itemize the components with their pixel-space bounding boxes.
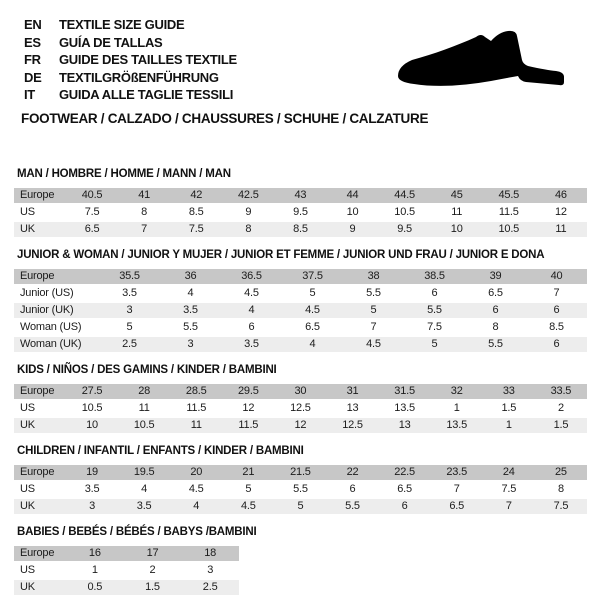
table-row (14, 401, 587, 416)
table-row (14, 546, 239, 561)
size-cell: 6 (379, 499, 431, 514)
size-cell: 4.5 (222, 499, 274, 514)
size-cell: 44 (326, 188, 378, 203)
row-label: Europe (14, 269, 99, 284)
size-cell: 9 (326, 222, 378, 237)
row-label: Junior (UK) (14, 303, 99, 318)
size-cell: 37.5 (282, 269, 343, 284)
table-row (14, 205, 587, 220)
table-row (14, 465, 587, 480)
size-cell: 33 (483, 384, 535, 399)
row-label: Europe (14, 465, 66, 480)
size-cell: 3 (66, 499, 118, 514)
row-label: UK (14, 580, 66, 595)
table-row (14, 286, 587, 301)
size-cell: 7.5 (170, 222, 222, 237)
size-cell: 43 (274, 188, 326, 203)
size-cell: 8 (141, 205, 148, 218)
size-cell: 11 (138, 401, 150, 414)
size-cell: 10 (66, 418, 118, 433)
language-code: IT (24, 87, 35, 103)
size-cell: 19 (66, 465, 118, 480)
row-label: Woman (US) (20, 320, 82, 333)
size-cell: 10 (431, 222, 483, 237)
size-cell: 5 (343, 303, 404, 318)
size-cell: 8.5 (188, 205, 204, 218)
size-cell: 29.5 (222, 384, 274, 399)
row-label: US (20, 205, 35, 218)
size-cell: 6.5 (431, 499, 483, 514)
size-cell: 42 (170, 188, 222, 203)
size-cell: 3 (207, 563, 214, 576)
size-cell: 2 (557, 401, 564, 414)
size-cell: 4.5 (244, 286, 259, 299)
size-cell: 31 (326, 384, 378, 399)
size-cell: 11 (535, 222, 587, 237)
size-cell: 4 (221, 303, 282, 318)
table-row (14, 563, 239, 578)
size-section-man (14, 168, 586, 239)
size-cell: 44.5 (379, 188, 431, 203)
size-cell: 39 (465, 269, 526, 284)
size-cell: 3.5 (122, 286, 137, 299)
size-cell: 30 (274, 384, 326, 399)
size-cell: 7 (453, 482, 460, 495)
language-label: TEXTILE SIZE GUIDE (59, 17, 185, 33)
language-code: FR (24, 52, 41, 68)
size-cell: 10.5 (394, 205, 415, 218)
table-title: CHILDREN / INFANTIL / ENFANTS / KINDER / BAMBINI (17, 444, 304, 457)
size-cell: 45.5 (483, 188, 535, 203)
table-row (14, 269, 587, 284)
size-cell: 7 (118, 222, 170, 237)
row-label: Europe (14, 546, 66, 561)
size-cell: 5.5 (404, 303, 465, 318)
size-cell: 13.5 (394, 401, 415, 414)
size-cell: 10.5 (118, 418, 170, 433)
size-cell: 21 (222, 465, 274, 480)
size-cell: 5.5 (366, 286, 381, 299)
language-label: TEXTILGRÖßENFÜHRUNG (59, 69, 219, 85)
size-cell: 20 (170, 465, 222, 480)
size-section-junior-woman (14, 249, 586, 354)
size-cell: 6 (349, 482, 356, 495)
size-cell: 6 (248, 320, 255, 333)
size-cell: 24 (483, 465, 535, 480)
size-cell: 21.5 (274, 465, 326, 480)
size-cell: 42.5 (222, 188, 274, 203)
language-code: ES (24, 34, 41, 50)
size-section-babies (14, 526, 586, 597)
size-cell: 1.5 (124, 580, 182, 595)
size-cell: 22 (326, 465, 378, 480)
size-cell: 5.5 (326, 499, 378, 514)
size-cell: 6 (465, 303, 526, 318)
size-cell: 31.5 (379, 384, 431, 399)
language-label: GUÍA DE TALLAS (59, 34, 163, 50)
size-section-children (14, 445, 586, 516)
size-cell: 12 (242, 401, 255, 414)
size-cell: 23.5 (431, 465, 483, 480)
size-cell: 32 (431, 384, 483, 399)
size-cell: 1 (483, 418, 535, 433)
language-label: GUIDA ALLE TAGLIE TESSILI (59, 87, 234, 103)
size-cell: 36.5 (221, 269, 282, 284)
size-cell: 9.5 (379, 222, 431, 237)
size-cell: 4.5 (188, 482, 204, 495)
size-cell: 3 (160, 337, 221, 352)
size-cell: 19.5 (118, 465, 170, 480)
size-cell: 5 (245, 482, 252, 495)
size-cell: 3.5 (118, 499, 170, 514)
size-cell: 28 (118, 384, 170, 399)
size-cell: 4.5 (343, 337, 404, 352)
row-label: UK (14, 499, 66, 514)
size-tables (14, 168, 586, 597)
size-cell: 0.5 (66, 580, 124, 595)
size-cell: 4 (282, 337, 343, 352)
size-cell: 5.5 (183, 320, 198, 333)
row-label: US (20, 563, 35, 576)
size-cell: 5.5 (465, 337, 526, 352)
size-cell: 12 (274, 418, 326, 433)
row-label: Woman (UK) (14, 337, 99, 352)
size-cell: 7 (483, 499, 535, 514)
table-row (14, 384, 587, 399)
language-code: EN (24, 17, 42, 33)
size-cell: 6.5 (397, 482, 412, 495)
size-cell: 13 (379, 418, 431, 433)
size-cell: 13 (346, 401, 359, 414)
size-cell: 8 (222, 222, 274, 237)
size-cell: 4 (170, 499, 222, 514)
size-table-kids (14, 382, 587, 435)
size-cell: 36 (160, 269, 221, 284)
size-cell: 6.5 (305, 320, 320, 333)
table-row (14, 418, 587, 433)
size-cell: 8 (557, 482, 564, 495)
size-cell: 5 (404, 337, 465, 352)
table-title: BABIES / BEBÉS / BÉBÉS / BABYS /BAMBINI (17, 525, 257, 538)
size-cell: 16 (66, 546, 124, 561)
size-cell: 3.5 (160, 303, 221, 318)
size-cell: 6.5 (66, 222, 118, 237)
size-cell: 5 (126, 320, 133, 333)
size-cell: 1.5 (501, 401, 517, 414)
size-cell: 7.5 (427, 320, 442, 333)
size-cell: 3.5 (84, 482, 100, 495)
size-cell: 4 (187, 286, 194, 299)
size-cell: 6 (526, 303, 587, 318)
table-row (14, 320, 587, 335)
size-cell: 40 (526, 269, 587, 284)
size-cell: 3 (99, 303, 160, 318)
language-label: GUIDE DES TAILLES TEXTILE (59, 52, 237, 68)
size-cell: 35.5 (99, 269, 160, 284)
size-cell: 3.5 (221, 337, 282, 352)
row-label: Junior (US) (20, 286, 74, 299)
size-cell: 5 (274, 499, 326, 514)
size-cell: 7.5 (84, 205, 100, 218)
size-cell: 46 (535, 188, 587, 203)
size-cell: 1 (91, 563, 98, 576)
category-title: FOOTWEAR / CALZADO / CHAUSSURES / SCHUHE / CALZATURE (21, 110, 429, 126)
row-label: UK (14, 222, 66, 237)
size-cell: 2 (149, 563, 156, 576)
size-cell: 1 (453, 401, 460, 414)
row-label: US (20, 401, 35, 414)
size-cell: 11.5 (186, 401, 207, 414)
size-cell: 8.5 (549, 320, 564, 333)
table-row (14, 222, 587, 237)
size-cell: 40.5 (66, 188, 118, 203)
table-row (14, 337, 587, 352)
table-row (14, 580, 239, 595)
table-title: MAN / HOMBRE / HOMME / MANN / MAN (17, 167, 231, 180)
size-cell: 41 (118, 188, 170, 203)
size-cell: 25 (535, 465, 587, 480)
size-cell: 8 (492, 320, 499, 333)
size-cell: 11.5 (498, 205, 519, 218)
size-cell: 38.5 (404, 269, 465, 284)
size-cell: 33.5 (535, 384, 587, 399)
size-cell: 38 (343, 269, 404, 284)
size-cell: 7 (553, 286, 560, 299)
size-cell: 12.5 (326, 418, 378, 433)
row-label: Europe (14, 188, 66, 203)
size-table-man (14, 186, 587, 239)
size-cell: 17 (124, 546, 182, 561)
size-section-kids (14, 364, 586, 435)
table-row (14, 303, 587, 318)
size-cell: 10 (346, 205, 359, 218)
size-cell: 22.5 (379, 465, 431, 480)
size-cell: 10.5 (483, 222, 535, 237)
size-cell: 27.5 (66, 384, 118, 399)
size-cell: 7.5 (535, 499, 587, 514)
size-cell: 1.5 (535, 418, 587, 433)
size-cell: 18 (181, 546, 239, 561)
size-cell: 4 (141, 482, 148, 495)
size-cell: 7.5 (501, 482, 517, 495)
row-label: Europe (14, 384, 66, 399)
size-cell: 7 (370, 320, 377, 333)
size-table-junior-woman (14, 267, 587, 354)
size-table-babies (14, 544, 239, 597)
size-cell: 2.5 (181, 580, 239, 595)
size-cell: 11.5 (222, 418, 274, 433)
table-title: KIDS / NIÑOS / DES GAMINS / KINDER / BAMBINI (17, 363, 277, 376)
size-cell: 28.5 (170, 384, 222, 399)
size-cell: 13.5 (431, 418, 483, 433)
size-cell: 11 (451, 205, 463, 218)
table-row (14, 482, 587, 497)
table-row (14, 188, 587, 203)
row-label: US (20, 482, 35, 495)
size-cell: 12 (555, 205, 567, 218)
table-title: JUNIOR & WOMAN / JUNIOR Y MUJER / JUNIOR ET FEMME / JUNIOR UND FRAU / JUNIOR E DONA (17, 248, 545, 261)
size-cell: 5 (309, 286, 316, 299)
size-cell: 45 (431, 188, 483, 203)
size-cell: 9.5 (293, 205, 308, 218)
shoe-icon (396, 30, 568, 95)
size-cell: 6.5 (488, 286, 503, 299)
size-cell: 10.5 (81, 401, 103, 414)
size-table-children (14, 463, 587, 516)
table-row (14, 499, 587, 514)
size-cell: 6 (526, 337, 587, 352)
size-cell: 2.5 (99, 337, 160, 352)
size-cell: 12.5 (290, 401, 311, 414)
size-cell: 8.5 (274, 222, 326, 237)
size-cell: 11 (170, 418, 222, 433)
size-cell: 6 (431, 286, 438, 299)
size-cell: 4.5 (282, 303, 343, 318)
language-code: DE (24, 69, 42, 85)
row-label: UK (14, 418, 66, 433)
size-cell: 9 (245, 205, 252, 218)
size-cell: 5.5 (293, 482, 308, 495)
